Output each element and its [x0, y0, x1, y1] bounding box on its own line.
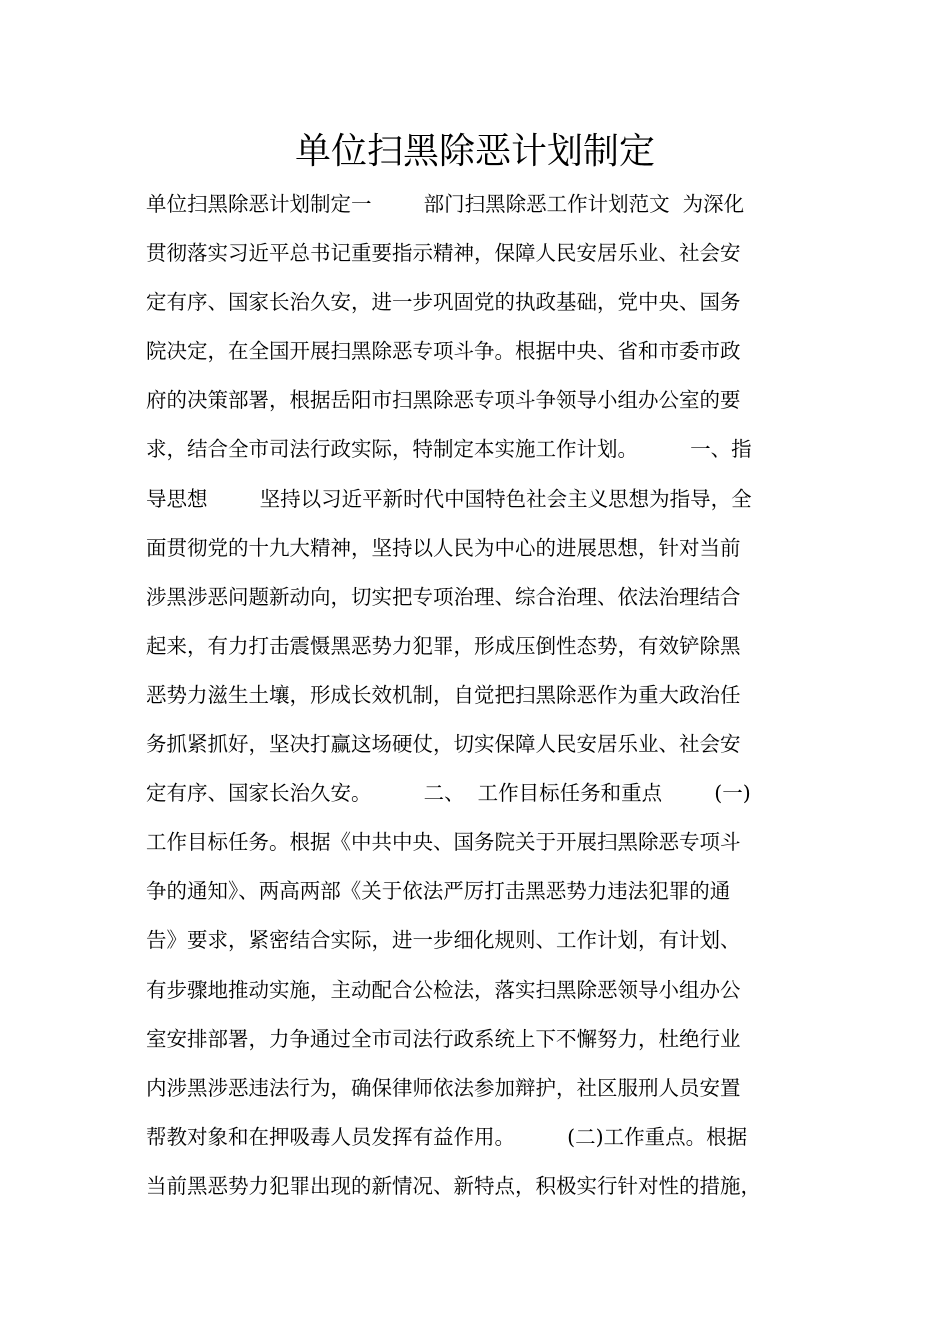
- body-line: 贯彻落实习近平总书记重要指示精神，保障人民安居乐业、社会安: [146, 241, 741, 266]
- body-line: 争的通知》、两高两部《关于依法严厉打击黑恶势力违法犯罪的通: [146, 879, 731, 904]
- body-line: 恶势力滋生土壤，形成长效机制，自觉把扫黑除恶作为重大政治任: [146, 682, 741, 707]
- document-title: 单位扫黑除恶计划制定: [294, 131, 655, 172]
- body-line: 院决定，在全国开展扫黑除恶专项斗争。根据中央、省和市委市政: [146, 339, 741, 364]
- body-line: 内涉黑涉恶违法行为，确保律师依法参加辩护，社区服刑人员安置: [146, 1075, 741, 1100]
- body-line: 帮教对象和在押吸毒人员发挥有益作用。 (二)工作重点。根据: [146, 1124, 748, 1149]
- body-line: 定有序、国家长治久安，进一步巩固党的执政基础，党中央、国务: [146, 290, 741, 315]
- body-line: 室安排部署，力争通过全市司法行政系统上下不懈努力，杜绝行业: [146, 1026, 741, 1051]
- body-line: 务抓紧抓好，坚决打赢这场硬仗，切实保障人民安居乐业、社会安: [146, 732, 741, 757]
- body-line: 定有序、国家长治久安。 二、 工作目标任务和重点 (一): [146, 781, 751, 806]
- body-line: 工作目标任务。根据《中共中央、国务院关于开展扫黑除恶专项斗: [146, 830, 741, 855]
- body-line: 导思想 坚持以习近平新时代中国特色社会主义思想为指导，全: [146, 486, 752, 511]
- body-line: 告》要求，紧密结合实际，进一步细化规则、工作计划，有计划、: [146, 928, 741, 953]
- document-body: [146, 180, 826, 1211]
- body-line: 涉黑涉恶问题新动向，切实把专项治理、综合治理、依法治理结合: [146, 584, 741, 609]
- body-line: 单位扫黑除恶计划制定一 部门扫黑除恶工作计划范文 为深化: [146, 192, 745, 216]
- body-line: 面贯彻党的十九大精神，坚持以人民为中心的进展思想，针对当前: [146, 535, 741, 560]
- body-line: 有步骤地推动实施，主动配合公检法，落实扫黑除恶领导小组办公: [146, 977, 741, 1002]
- body-line: 起来，有力打击震慑黑恶势力犯罪，形成压倒性态势，有效铲除黑: [146, 633, 741, 658]
- body-line: 当前黑恶势力犯罪出现的新情况、新特点，积极实行针对性的措施，: [146, 1173, 761, 1198]
- body-line: 府的决策部署，根据岳阳市扫黑除恶专项斗争领导小组办公室的要: [146, 388, 741, 413]
- body-line: 求，结合全市司法行政实际，特制定本实施工作计划。 一、指: [146, 437, 752, 462]
